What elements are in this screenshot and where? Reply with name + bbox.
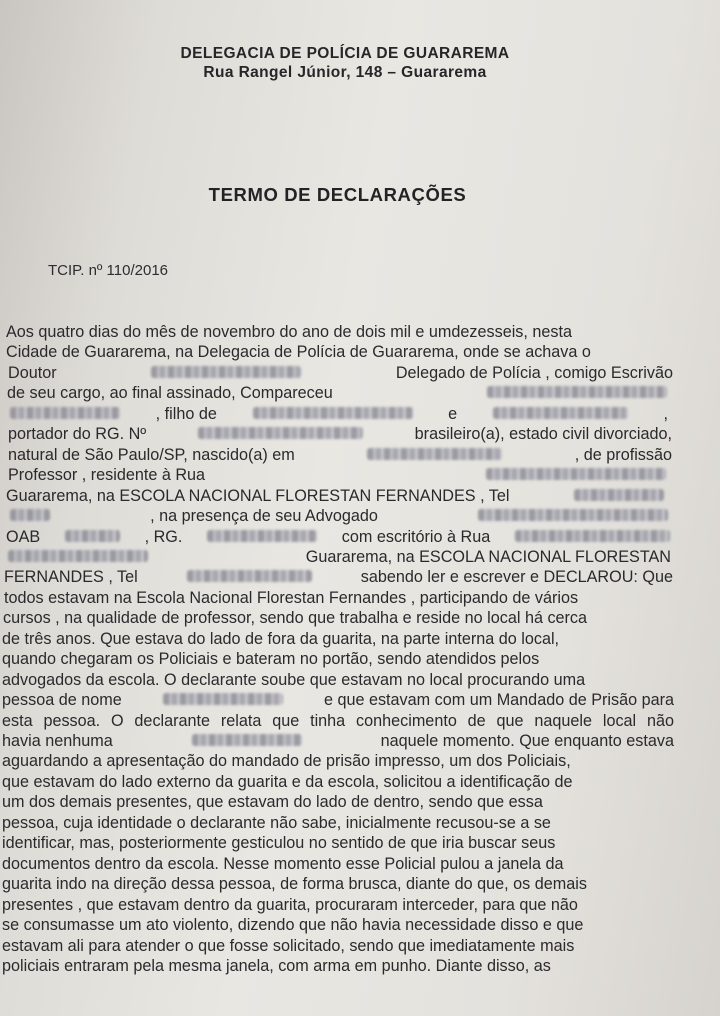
line-text: Guararema, na ESCOLA NACIONAL FLORESTAN — [305, 547, 671, 566]
line-text: , de profissão — [574, 445, 672, 464]
redacted-text — [151, 366, 301, 378]
line-text: com escritório à Rua — [341, 527, 491, 546]
line-text: natural de São Paulo/SP, nascido(a) em — [8, 445, 295, 464]
line-text: , RG. — [144, 527, 183, 546]
line-text: sabendo ler e escrever e DECLAROU: Que — [360, 568, 673, 587]
line-text: e que estavam com um Mandado de Prisão para — [323, 691, 674, 710]
text-line — [4, 588, 672, 608]
redacted-text — [10, 509, 50, 521]
text-line — [2, 813, 674, 833]
text-line — [8, 424, 672, 444]
redacted-text — [65, 530, 120, 542]
line-text: pessoa de nome — [2, 691, 122, 710]
line-text: policiais entraram pela mesma janela, com arma em punho. Diante disso, as — [2, 956, 551, 975]
text-line — [2, 690, 674, 710]
line-text: havia nenhuma — [2, 732, 113, 750]
line-text: todos estavam na Escola Nacional Florestan Fernandes , participando de vários — [4, 588, 579, 607]
text-line — [2, 956, 674, 976]
text-line — [6, 506, 672, 526]
redacted-text — [574, 489, 664, 501]
text-line — [8, 363, 673, 383]
redacted-text — [493, 407, 628, 419]
line-text: Cidade de Guararema, na Delegacia de Polícia de Guararema, onde se achava o — [6, 343, 591, 362]
text-line — [2, 731, 674, 751]
line-text: aguardando a apresentação do mandado de prisão impresso, um dos Policiais, — [2, 752, 571, 771]
text-line — [2, 874, 674, 894]
line-text: , na presença de seu Advogado — [150, 507, 378, 526]
redacted-text — [207, 530, 317, 542]
text-line — [2, 895, 674, 915]
line-text: de três anos. Que estava do lado de fora da guarita, na parte interna do local, — [2, 629, 560, 648]
text-line — [2, 751, 674, 771]
text-line — [7, 383, 671, 403]
text-line — [2, 629, 672, 649]
line-text: que estavam do lado externo da guarita e da escola, solicitou a identificação de — [2, 772, 573, 791]
text-line — [2, 711, 674, 731]
redacted-text — [163, 693, 283, 705]
text-line — [6, 527, 674, 547]
agency-name: DELEGACIA DE POLÍCIA DE GUARAREMA — [180, 45, 510, 62]
redacted-text — [487, 386, 667, 398]
line-text: naquele momento. Que enquanto estava — [380, 732, 674, 750]
letterhead — [0, 44, 690, 82]
text-line — [3, 608, 672, 628]
text-line — [2, 649, 674, 669]
text-line — [6, 342, 673, 362]
line-text: FERNANDES , Tel — [4, 568, 138, 587]
line-text: se consumasse um ato violento, dizendo que não havia necessidade disso e que — [2, 916, 584, 935]
line-text: , filho de — [155, 404, 217, 423]
agency-address: Rua Rangel Júnior, 148 – Guararema — [203, 64, 487, 81]
line-text: Professor , residente à Rua — [8, 466, 206, 485]
line-text: OAB — [6, 527, 41, 546]
text-line — [8, 445, 672, 465]
redacted-text — [515, 530, 670, 542]
line-text: esta pessoa. O declarante relata que tinha conhecimento de que naquele local não — [2, 711, 674, 730]
document-title: TERMO DE DECLARAÇÕES — [208, 184, 467, 205]
tcip-number: TCIP. nº 110/2016 — [48, 262, 169, 279]
line-text: Delegado de Polícia , comigo Escrivão — [395, 363, 673, 382]
line-text: advogados da escola. O declarante soube que estavam no local procurando uma — [2, 670, 586, 689]
text-line — [2, 792, 674, 812]
line-text: presentes , que estavam dentro da guarita, procuraram interceder, para que não — [2, 895, 578, 914]
line-text: um dos demais presentes, que estavam do lado de dentro, sendo que essa — [2, 793, 543, 812]
redacted-text — [192, 734, 302, 746]
line-text: brasileiro(a), estado civil divorciado, — [414, 425, 672, 444]
line-text: guarita indo na direção dessa pessoa, de forma brusca, diante do que, os demais — [2, 875, 587, 894]
redacted-text — [8, 550, 148, 562]
line-text: quando chegaram os Policiais e bateram no portão, sendo atendidos pelos — [2, 650, 540, 669]
redacted-text — [367, 448, 502, 460]
text-line — [2, 833, 674, 853]
text-line — [4, 547, 671, 567]
line-text: Guararema, na ESCOLA NACIONAL FLORESTAN FERNANDES , Tel — [6, 486, 510, 505]
text-line — [6, 322, 672, 342]
redacted-text — [187, 570, 312, 582]
line-text: estavam ali para atender o que fosse solicitado, sendo que imediatamente mais — [2, 936, 575, 955]
line-text: de seu cargo, ao final assinado, Compareceu — [7, 384, 333, 403]
redacted-text — [478, 509, 668, 521]
line-text: portador do RG. Nº — [8, 425, 147, 444]
text-line — [2, 915, 674, 935]
line-text: identificar, mas, posteriormente gesticulou no sentido de que iria buscar seus — [2, 834, 556, 853]
line-text: pessoa, cuja identidade o declarante não sabe, inicialmente recusou-se a se — [2, 813, 551, 832]
line-text: , — [663, 404, 668, 423]
text-line — [8, 465, 670, 485]
text-line — [4, 567, 673, 587]
line-text: e — [448, 404, 458, 423]
line-text: Doutor — [8, 363, 57, 382]
text-line — [2, 854, 674, 874]
redacted-text — [253, 407, 413, 419]
text-line — [2, 772, 674, 792]
text-line — [2, 670, 674, 690]
redacted-text — [486, 468, 666, 480]
line-text: Aos quatro dias do mês de novembro do ano de dois mil e umdezesseis, nesta — [6, 323, 572, 341]
text-line — [6, 404, 668, 424]
redacted-text — [198, 427, 363, 439]
line-text: cursos , na qualidade de professor, sendo que trabalha e reside no local há cerca — [3, 609, 588, 628]
text-line — [6, 486, 668, 506]
text-line — [2, 936, 674, 956]
redacted-text — [10, 407, 120, 419]
line-text: documentos dentro da escola. Nesse momento esse Policial pulou a janela da — [2, 854, 564, 873]
